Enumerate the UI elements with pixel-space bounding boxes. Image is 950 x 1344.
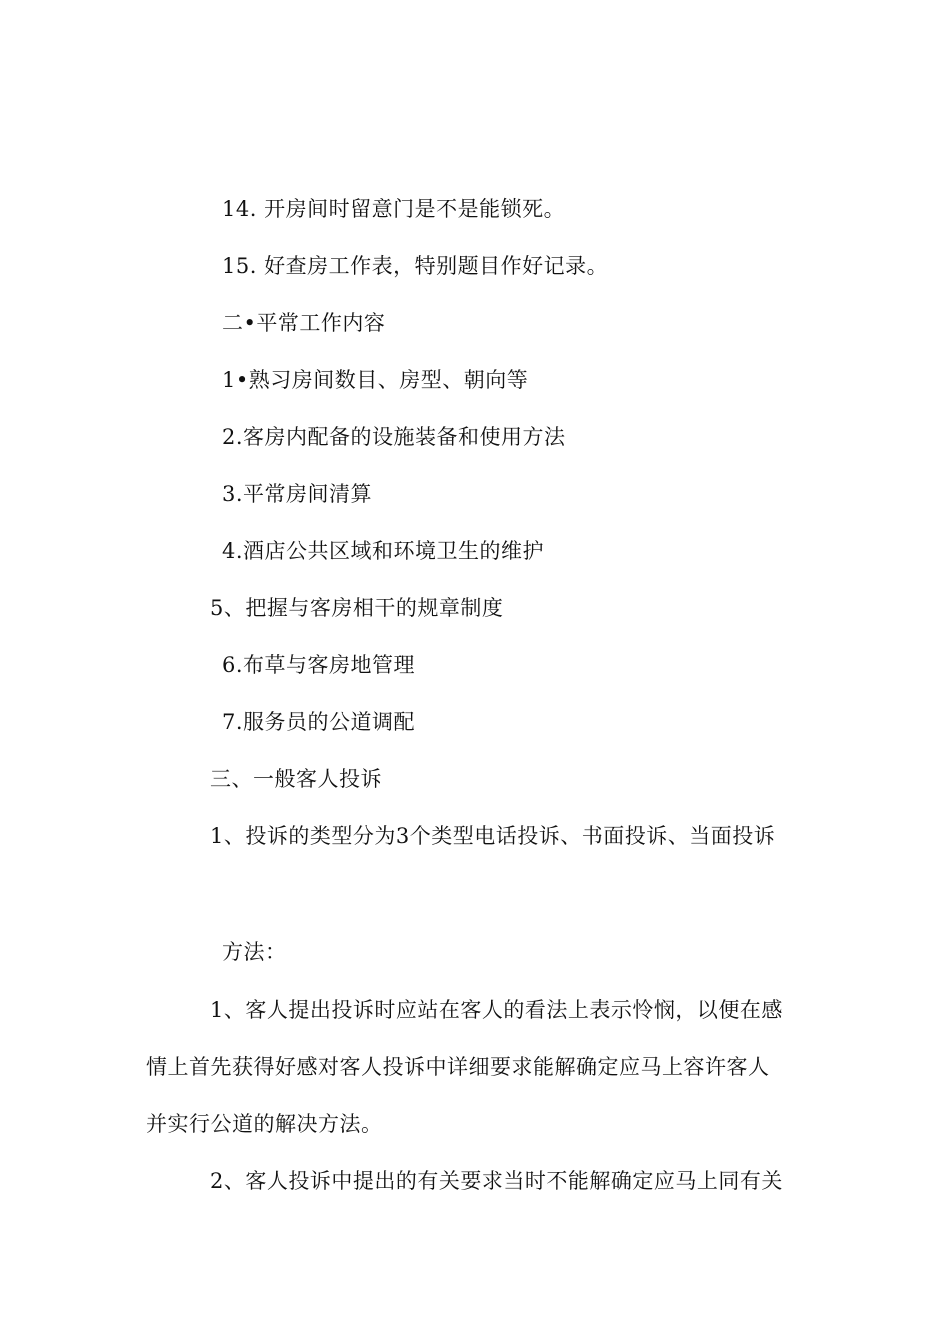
list-item-1: 1•熟习房间数目、房型、朝向等: [222, 368, 529, 392]
list-item-7: 7.服务员的公道调配: [222, 710, 416, 734]
list-item-2: 2.客房内配备的设施装备和使用方法: [222, 425, 566, 449]
paragraph-method-1-line-2: 情上首先获得好感对客人投诉中详细要求能解确定应马上容许客人: [146, 1055, 770, 1079]
list-item-15: 15. 好查房工作表，特别题目作好记录。: [222, 254, 609, 278]
section-heading-3: 三、一般客人投诉: [210, 767, 382, 791]
paragraph-method-2-line-1: 2、客人投诉中提出的有关要求当时不能解确定应马上同有关: [210, 1169, 783, 1193]
list-item-14: 14. 开房间时留意门是不是能锁死。: [222, 197, 566, 221]
paragraph-method-1-line-3: 并实行公道的解决方法。: [146, 1112, 383, 1136]
methods-heading: 方法：: [222, 940, 287, 964]
paragraph-complaint-types: 1、投诉的类型分为3个类型电话投诉、书面投诉、当面投诉: [210, 824, 776, 848]
list-item-4: 4.酒店公共区域和环境卫生的维护: [222, 539, 545, 563]
section-heading-2: 二•平常工作内容: [222, 311, 386, 335]
paragraph-method-1-line-1: 1、客人提出投诉时应站在客人的看法上表示怜悯，以便在感: [210, 998, 783, 1022]
list-item-3: 3.平常房间清算: [222, 482, 373, 506]
list-item-5: 5、把握与客房相干的规章制度: [210, 596, 504, 620]
list-item-6: 6.布草与客房地管理: [222, 653, 416, 677]
